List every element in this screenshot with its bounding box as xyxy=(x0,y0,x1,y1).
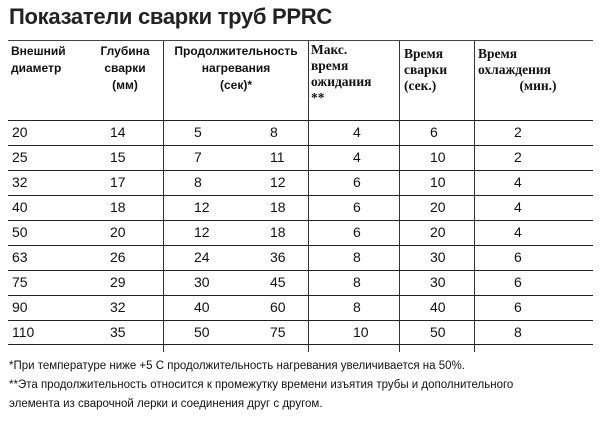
cell-heating-min: 8 xyxy=(194,174,202,190)
cell-outer-diameter: 90 xyxy=(12,299,28,315)
cell-cooling-time: 4 xyxy=(514,224,522,240)
cell-max-wait: 8 xyxy=(353,299,361,315)
cell-heating-max: 75 xyxy=(270,324,286,340)
cell-heating-max: 18 xyxy=(270,199,286,215)
table-row xyxy=(8,220,593,245)
cell-weld-depth: 17 xyxy=(110,174,126,190)
cell-max-wait: 4 xyxy=(353,149,361,165)
header-text: время xyxy=(311,58,349,73)
footnote-heating: *При температуре ниже +5 С продолжительность нагревания увеличивается на 50%. xyxy=(9,360,465,372)
cell-heating-min: 24 xyxy=(194,249,210,265)
cell-weld-depth: 32 xyxy=(110,299,126,315)
cell-max-wait: 8 xyxy=(353,249,361,265)
table-row xyxy=(8,245,593,270)
header-text: Продолжительность xyxy=(174,44,298,58)
table-row xyxy=(8,295,593,320)
table-row xyxy=(8,170,593,195)
header-outer-diameter xyxy=(11,43,81,77)
footnote-wait-continued: элемента из сварочной лерки и соединения друг с другом. xyxy=(9,398,323,410)
header-text: Глубина xyxy=(100,44,150,58)
cell-heating-min: 7 xyxy=(194,149,202,165)
header-text: Время xyxy=(478,46,518,61)
cell-heating-min: 12 xyxy=(194,199,210,215)
cell-weld-depth: 15 xyxy=(110,149,126,165)
cell-cooling-time: 2 xyxy=(514,149,522,165)
cell-weld-depth: 18 xyxy=(110,199,126,215)
header-weld-time xyxy=(404,46,474,94)
header-text: Макс. xyxy=(311,42,348,57)
cell-weld-time: 30 xyxy=(430,249,446,265)
cell-heating-max: 18 xyxy=(270,224,286,240)
cell-max-wait: 6 xyxy=(353,174,361,190)
header-max-wait xyxy=(311,42,397,106)
cell-heating-max: 45 xyxy=(270,274,286,290)
header-text: (мм) xyxy=(112,78,138,92)
cell-heating-max: 60 xyxy=(270,299,286,315)
cell-weld-time: 40 xyxy=(430,299,446,315)
header-heating-duration xyxy=(164,43,308,94)
table-row xyxy=(8,120,593,145)
cell-cooling-time: 2 xyxy=(514,124,522,140)
cell-weld-depth: 35 xyxy=(110,324,126,340)
cell-max-wait: 4 xyxy=(353,124,361,140)
table-row xyxy=(8,270,593,295)
table-row xyxy=(8,195,593,220)
header-text: (сек)* xyxy=(219,78,252,92)
cell-cooling-time: 4 xyxy=(514,199,522,215)
cell-outer-diameter: 20 xyxy=(12,124,28,140)
cell-weld-time: 20 xyxy=(430,199,446,215)
header-text: сварки xyxy=(104,61,146,75)
header-cooling-time xyxy=(478,46,590,94)
cell-heating-min: 30 xyxy=(194,274,210,290)
header-text: ** xyxy=(311,90,325,105)
cell-heating-max: 8 xyxy=(270,124,278,140)
cell-heating-min: 12 xyxy=(194,224,210,240)
page-title: Показатели сварки труб PPRC xyxy=(9,4,332,29)
cell-outer-diameter: 32 xyxy=(12,174,28,190)
header-text: (мин.) xyxy=(519,78,557,93)
header-text: ожидания xyxy=(311,74,372,89)
cell-weld-time: 10 xyxy=(430,174,446,190)
cell-cooling-time: 8 xyxy=(514,324,522,340)
cell-outer-diameter: 75 xyxy=(12,274,28,290)
cell-max-wait: 10 xyxy=(353,324,369,340)
cell-outer-diameter: 25 xyxy=(12,149,28,165)
cell-weld-time: 30 xyxy=(430,274,446,290)
cell-heating-max: 12 xyxy=(270,174,286,190)
cell-cooling-time: 4 xyxy=(514,174,522,190)
cell-outer-diameter: 110 xyxy=(12,324,35,340)
footnote-wait: **Эта продолжительность относится к промежутку времени изъятия трубы и дополнительного xyxy=(9,379,514,391)
header-text: Внешний xyxy=(11,44,66,58)
table-row xyxy=(8,320,593,345)
cell-heating-max: 36 xyxy=(270,249,286,265)
cell-cooling-time: 6 xyxy=(514,274,522,290)
cell-heating-max: 11 xyxy=(270,149,285,165)
cell-outer-diameter: 63 xyxy=(12,249,28,265)
cell-max-wait: 6 xyxy=(353,224,361,240)
cell-weld-time: 6 xyxy=(430,124,438,140)
cell-outer-diameter: 50 xyxy=(12,224,28,240)
header-text: сварки xyxy=(404,62,448,77)
cell-max-wait: 8 xyxy=(353,274,361,290)
cell-weld-depth: 20 xyxy=(110,224,126,240)
cell-max-wait: 6 xyxy=(353,199,361,215)
cell-heating-min: 40 xyxy=(194,299,210,315)
header-weld-depth xyxy=(88,43,162,94)
table-row xyxy=(8,145,593,170)
header-text: (сек.) xyxy=(404,78,437,93)
header-text: охлаждения xyxy=(478,62,551,77)
cell-cooling-time: 6 xyxy=(514,249,522,265)
header-text: диаметр xyxy=(11,61,62,75)
cell-heating-min: 5 xyxy=(194,124,202,140)
cell-weld-depth: 14 xyxy=(110,124,126,140)
cell-outer-diameter: 40 xyxy=(12,199,28,215)
header-text: нагревания xyxy=(201,61,271,75)
cell-weld-time: 50 xyxy=(430,324,446,340)
cell-weld-time: 20 xyxy=(430,224,446,240)
header-text: Время xyxy=(404,46,444,61)
footnotes xyxy=(9,357,513,414)
table-top-border xyxy=(8,40,593,41)
table-body xyxy=(8,120,593,345)
cell-weld-time: 10 xyxy=(430,149,446,165)
cell-weld-depth: 29 xyxy=(110,274,126,290)
cell-heating-min: 50 xyxy=(194,324,210,340)
cell-weld-depth: 26 xyxy=(110,249,126,265)
cell-cooling-time: 6 xyxy=(514,299,522,315)
